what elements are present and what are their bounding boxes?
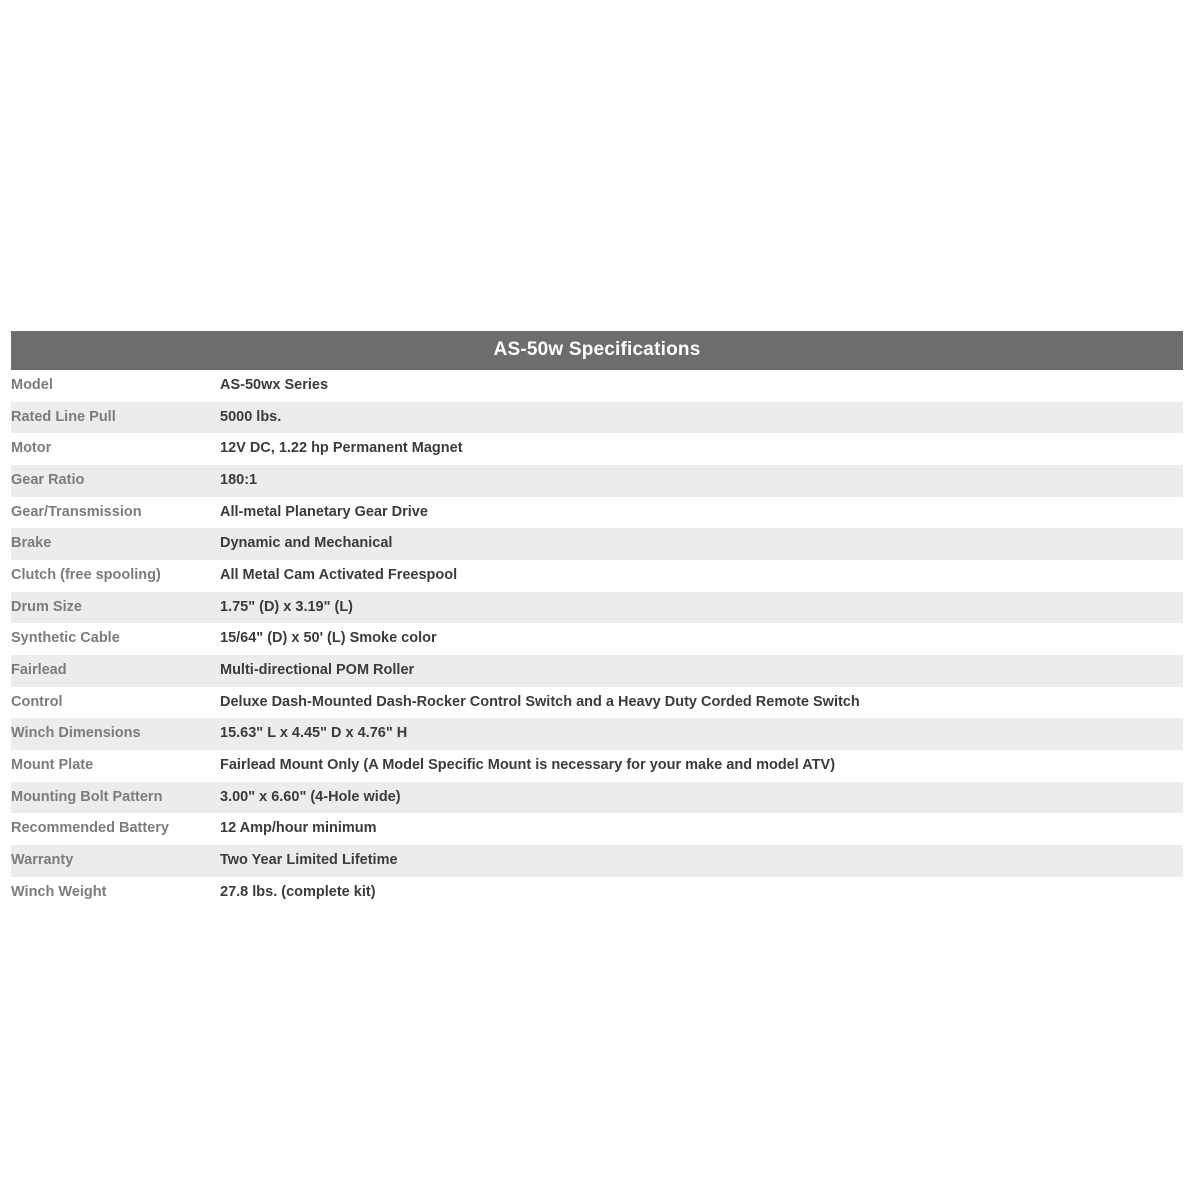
table-row [11,877,1183,909]
spec-value: 15/64" (D) x 50' (L) Smoke color [220,623,1183,655]
spec-label: Synthetic Cable [11,623,220,655]
table-row [11,782,1183,814]
spec-value: 15.63" L x 4.45" D x 4.76" H [220,718,1183,750]
table-row [11,497,1183,529]
spec-value: Two Year Limited Lifetime [220,845,1183,877]
spec-value: All-metal Planetary Gear Drive [220,497,1183,529]
spec-value: Multi-directional POM Roller [220,655,1183,687]
spec-value: Dynamic and Mechanical [220,528,1183,560]
table-row [11,655,1183,687]
table-row [11,402,1183,434]
spec-label: Mounting Bolt Pattern [11,782,220,814]
table-row [11,687,1183,719]
spec-label: Gear/Transmission [11,497,220,529]
table-row [11,560,1183,592]
spec-value: 12V DC, 1.22 hp Permanent Magnet [220,433,1183,465]
spec-label: Winch Weight [11,877,220,909]
table-title: AS-50w Specifications [11,331,1183,370]
spec-label: Motor [11,433,220,465]
spec-label: Rated Line Pull [11,402,220,434]
spec-value: Deluxe Dash-Mounted Dash-Rocker Control Switch and a Heavy Duty Corded Remote Switch [220,687,1183,719]
table-row [11,750,1183,782]
specifications-section [11,331,1183,908]
spec-label: Mount Plate [11,750,220,782]
spec-value: 3.00" x 6.60" (4-Hole wide) [220,782,1183,814]
spec-value: 5000 lbs. [220,402,1183,434]
table-row [11,433,1183,465]
spec-value: 1.75" (D) x 3.19" (L) [220,592,1183,624]
table-row [11,370,1183,402]
spec-value: All Metal Cam Activated Freespool [220,560,1183,592]
table-row [11,465,1183,497]
table-row [11,623,1183,655]
spec-label: Recommended Battery [11,813,220,845]
specifications-table [11,331,1183,908]
table-row [11,718,1183,750]
spec-label: Gear Ratio [11,465,220,497]
spec-label: Winch Dimensions [11,718,220,750]
spec-label: Warranty [11,845,220,877]
table-row [11,592,1183,624]
specifications-table-body [11,370,1183,908]
spec-label: Brake [11,528,220,560]
spec-value: 27.8 lbs. (complete kit) [220,877,1183,909]
spec-label: Clutch (free spooling) [11,560,220,592]
table-row [11,813,1183,845]
table-row [11,845,1183,877]
spec-label: Control [11,687,220,719]
spec-label: Model [11,370,220,402]
spec-value: 12 Amp/hour minimum [220,813,1183,845]
spec-label: Drum Size [11,592,220,624]
spec-value: AS-50wx Series [220,370,1183,402]
table-row [11,528,1183,560]
spec-value: 180:1 [220,465,1183,497]
spec-label: Fairlead [11,655,220,687]
spec-value: Fairlead Mount Only (A Model Specific Mount is necessary for your make and model ATV) [220,750,1183,782]
